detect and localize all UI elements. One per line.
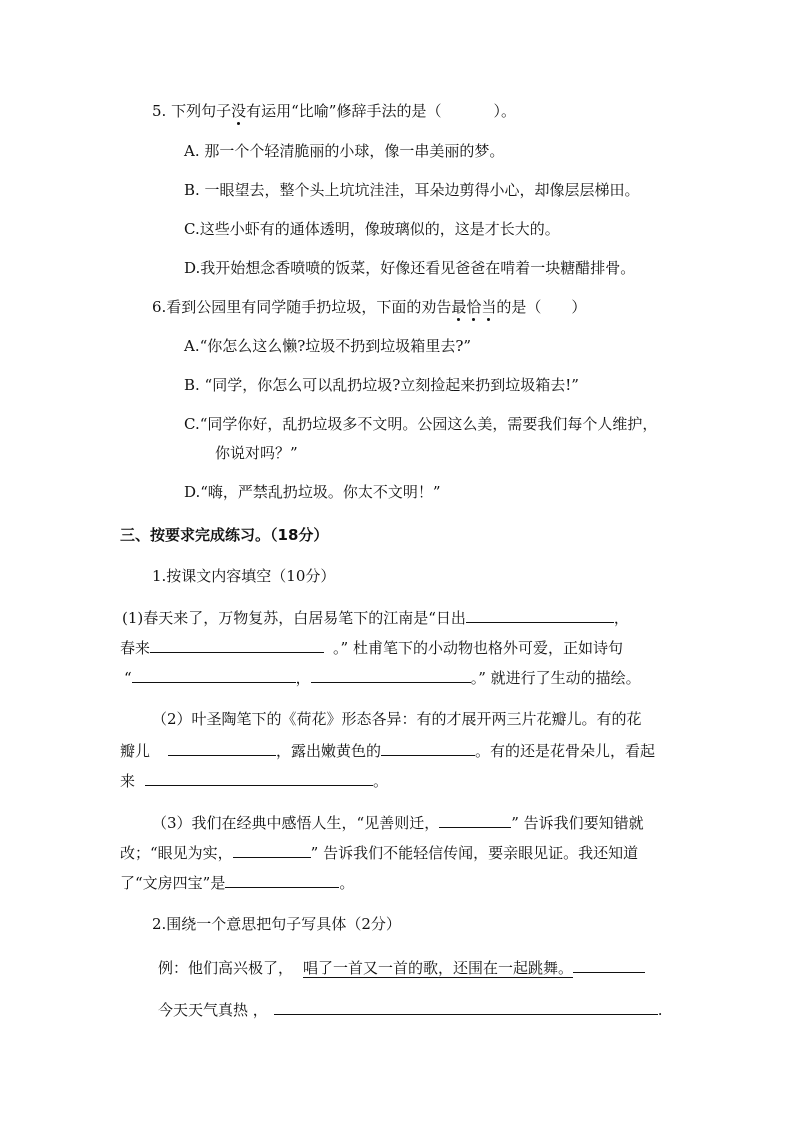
task-suffix: . (657, 1001, 663, 1019)
q5-option-a: A. 那一个个轻清脆丽的小球，像一串美丽的梦。 (184, 142, 505, 160)
q6-emphasis-char: 当 (481, 298, 497, 316)
fill-3-text: 了“文房四宝”是 (120, 874, 226, 892)
q5-option-b: B. 一眼望去，整个头上坑坑洼洼，耳朵边剪得小心，却像层层梯田。 (184, 181, 640, 199)
fill-1-line-1 (122, 607, 629, 628)
fill-2-text: ，露出嫩黄色的 (276, 742, 382, 760)
fill-2-text: 。 (373, 772, 389, 790)
fill-blank-3c[interactable] (225, 872, 339, 888)
fill-blank-1a[interactable] (466, 607, 614, 623)
fill-1-text: 春来 (120, 639, 151, 657)
q6-emphasis-char: 最 (451, 298, 467, 316)
q5-stem-text: ）。 (493, 102, 516, 120)
fill-1-text: 。” 就进行了生动的描绘。 (470, 669, 641, 687)
fill-3-text: ” 告诉我们不能轻信传闻，要亲眼见证。我还知道 (310, 844, 639, 862)
q6-emphasis-char: 恰 (466, 298, 482, 316)
fill-1-line-2 (120, 637, 623, 658)
fill-2-text: 。有的还是花骨朵儿，看起 (475, 742, 656, 760)
q5-option-c: C.这些小虾有的通体透明，像玻璃似的，这是才长大的。 (184, 220, 560, 238)
fill-2-text: 瓣儿 (120, 742, 151, 760)
fill-3-text: （3）我们在经典中感悟人生，“见善则迁， (152, 814, 440, 832)
part-1-title: 1.按课文内容填空（10分） (152, 567, 336, 585)
q6-option-a: A.“你怎么这么懒?垃圾不扔到垃圾箱里去?” (184, 337, 472, 355)
fill-blank-3b[interactable] (233, 842, 311, 858)
fill-3-line-1 (152, 812, 644, 833)
fill-blank-1b[interactable] (150, 637, 324, 653)
fill-blank-2a[interactable] (168, 740, 276, 756)
q5-stem-text: 有运用“比喻”修辞手法的是（ (246, 102, 442, 120)
q6-option-c-line1: C.“同学你好，乱扔垃圾多不文明。公园这么美，需要我们每个人维护， (184, 415, 658, 433)
fill-3-text: 改；“眼见为实， (120, 844, 233, 862)
part-2-title: 2.围绕一个意思把句子写具体（2分） (152, 915, 401, 933)
fill-blank-1d[interactable] (311, 667, 471, 683)
q6-option-d: D.“嗨，严禁乱扔垃圾。你太不文明！” (184, 483, 441, 501)
fill-1-text: (1)春天来了，万物复苏，白居易笔下的江南是“日出 (122, 609, 466, 627)
fill-blank-1c[interactable] (132, 667, 296, 683)
task-prefix: 今天天气真热 ， (158, 1001, 268, 1019)
fill-1-text: ， (295, 669, 311, 687)
fill-blank-3a[interactable] (439, 812, 511, 828)
fill-blank-2c[interactable] (145, 770, 373, 786)
q6-stem-text: 6.看到公园里有同学随手扔垃圾，下面的劝告 (152, 298, 452, 316)
fill-3-line-3 (120, 872, 354, 893)
fill-1-text: 。” 杜甫笔下的小动物也格外可爱，正如诗句 (333, 639, 623, 657)
fill-3-text: ” 告诉我们要知错就 (511, 814, 644, 832)
example-underline-tail (573, 957, 645, 973)
q5-stem-text: 5. 下列句子 (152, 102, 232, 120)
fill-2-line-2 (120, 740, 655, 761)
q6-stem-text: ） (571, 298, 587, 316)
task-answer-blank[interactable] (274, 999, 658, 1015)
fill-2-line-1: （2）叶圣陶笔下的《荷花》形态各异：有的才展开两三片花瓣儿。有的花 (152, 710, 642, 728)
q5-answer-blank[interactable] (441, 101, 493, 116)
example-prefix: 例：他们高兴极了， (158, 959, 294, 977)
example-answer: 唱了一首又一首的歌，还围在一起跳舞。 (303, 959, 574, 977)
q6-option-c-line2: 你说对吗？” (215, 444, 298, 462)
section-3-heading: 三、按要求完成练习。（18分） (120, 526, 329, 544)
fill-blank-2b[interactable] (381, 740, 475, 756)
q5-option-d: D.我开始想念香喷喷的饭菜，好像还看见爸爸在啃着一块糖醋排骨。 (184, 259, 636, 277)
fill-3-line-2 (120, 842, 638, 863)
fill-2-line-3 (120, 770, 388, 791)
question-5-stem (152, 101, 516, 121)
fill-1-text: “ (124, 669, 132, 687)
example-sentence (158, 957, 645, 978)
q5-emphasis-char: 没 (231, 102, 247, 120)
q6-stem-text: 的是（ (496, 298, 542, 316)
question-6-stem (152, 297, 586, 317)
fill-1-text: ， (613, 609, 629, 627)
fill-3-text: 。 (339, 874, 355, 892)
task-sentence (158, 999, 663, 1020)
q6-answer-blank[interactable] (541, 297, 571, 312)
fill-2-text: 来 (120, 772, 136, 790)
q6-option-b: B. “同学，你怎么可以乱扔垃圾?立刻捡起来扔到垃圾箱去!” (184, 376, 579, 394)
fill-1-line-3 (124, 667, 641, 688)
